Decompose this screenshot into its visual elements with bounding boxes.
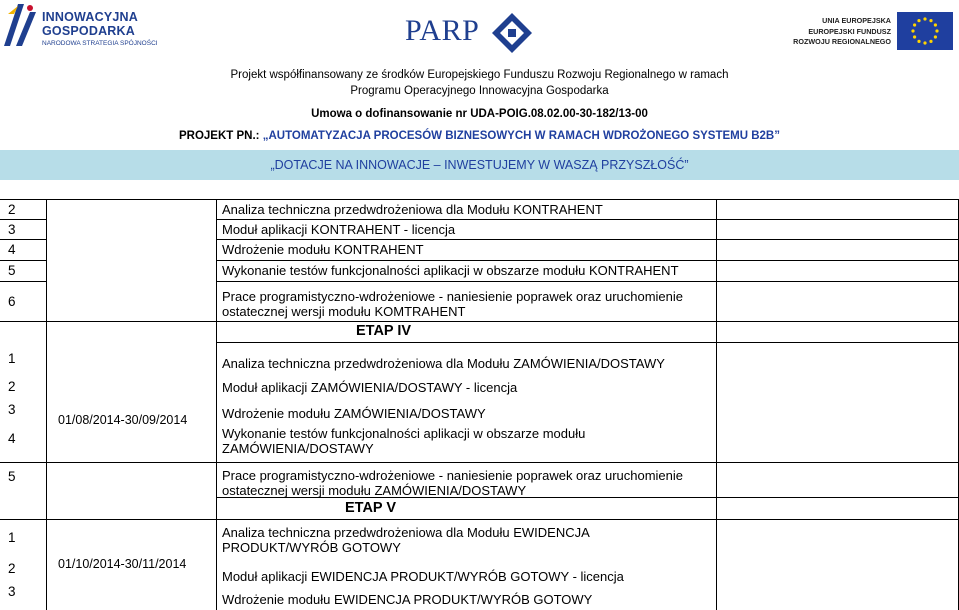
project-name: „AUTOMATYZACJA PROCESÓW BIZNESOWYCH W RAMACH WDROŻONEGO SYSTEMU B2B”: [262, 130, 780, 142]
row-line: [0, 462, 959, 463]
row-number: 3: [8, 584, 16, 599]
row-number: 5: [8, 263, 16, 278]
project-title: [0, 130, 959, 142]
task-description: Moduł aplikacji ZAMÓWIENIA/DOSTAWY - licencja: [222, 380, 518, 395]
logo-left-line3: NARODOWA STRATEGIA SPÓJNOŚCI: [42, 40, 158, 47]
row-line: [216, 281, 959, 282]
row-line: [0, 321, 959, 322]
row-number: 4: [8, 242, 16, 257]
eu-logo-line3: ROZWOJU REGIONALNEGO: [793, 37, 891, 46]
header-line1: Projekt współfinansowany ze środków Europejskiego Funduszu Rozwoju Regionalnego w ramach: [230, 69, 729, 81]
etap-iv-date-range: 01/08/2014-30/09/2014: [58, 413, 188, 427]
project-prefix: PROJEKT PN.:: [178, 130, 263, 142]
row-line: [216, 342, 959, 343]
row-line: [216, 219, 959, 220]
row-number: 2: [8, 379, 16, 394]
header-line2: Programu Operacyjnego Innowacyjna Gospodarka: [350, 85, 609, 97]
task-description-line1: Analiza techniczna przedwdrożeniowa dla Modułu EWIDENCJA: [222, 525, 590, 540]
row-line: [0, 260, 46, 261]
task-description: Analiza techniczna przedwdrożeniowa dla Modułu KONTRAHENT: [222, 202, 603, 217]
row-number: 1: [8, 351, 16, 366]
row-number: 2: [8, 202, 16, 217]
row-line: [0, 519, 959, 520]
task-description-line1: Wykonanie testów funkcjonalności aplikacji w obszarze modułu: [222, 426, 586, 441]
row-line: [216, 239, 959, 240]
task-description: Wdrożenie modułu ZAMÓWIENIA/DOSTAWY: [222, 406, 486, 421]
row-line: [0, 219, 46, 220]
task-description-line2: ZAMÓWIENIA/DOSTAWY: [222, 441, 374, 456]
parp-logo-text: PARP: [405, 14, 480, 47]
logo-left-line1: INNOWACYJNA: [42, 10, 138, 24]
row-number: 4: [8, 431, 16, 446]
eu-logo: [795, 10, 955, 50]
task-description-line2: ostatecznej wersji modułu KOMTRAHENT: [222, 304, 466, 319]
parp-diamond-icon: [491, 12, 533, 54]
col-divider-1: [46, 199, 47, 610]
etap-v-heading: ETAP V: [345, 500, 397, 516]
task-description: Moduł aplikacji KONTRAHENT - licencja: [222, 222, 456, 237]
row-number: 6: [8, 294, 16, 309]
row-number: 3: [8, 222, 16, 237]
row-line: [0, 281, 46, 282]
ig-logo-mark-icon: [4, 4, 36, 46]
row-number: 5: [8, 469, 16, 484]
task-description-line1: Prace programistyczno-wdrożeniowe - naniesienie poprawek oraz uruchomienie: [222, 289, 684, 304]
logo-left-line2: GOSPODARKA: [42, 24, 135, 38]
row-line: [216, 260, 959, 261]
etap-v-date-range: 01/10/2014-30/11/2014: [58, 557, 187, 571]
eu-flag-icon: [897, 12, 953, 50]
task-description-line2: PRODUKT/WYRÓB GOTOWY: [222, 540, 401, 555]
row-line: [0, 199, 959, 200]
task-description: Analiza techniczna przedwdrożeniowa dla Modułu ZAMÓWIENIA/DOSTAWY: [222, 356, 665, 371]
innowacyjna-gospodarka-logo: [4, 4, 158, 48]
task-description: Wdrożenie modułu KONTRAHENT: [222, 242, 424, 257]
row-number: 1: [8, 530, 16, 545]
task-description: Wdrożenie modułu EWIDENCJA PRODUKT/WYRÓB GOTOWY: [222, 592, 593, 607]
schedule-table: [0, 199, 959, 610]
eu-logo-line1: UNIA EUROPEJSKA: [822, 16, 891, 25]
row-line: [0, 239, 46, 240]
task-description: Wykonanie testów funkcjonalności aplikacji w obszarze modułu KONTRAHENT: [222, 263, 679, 278]
etap-iv-heading: ETAP IV: [356, 323, 412, 339]
contract-number: Umowa o dofinansowanie nr UDA-POIG.08.02.00-30-182/13-00: [311, 108, 648, 120]
task-description: Moduł aplikacji EWIDENCJA PRODUKT/WYRÓB GOTOWY - licencja: [222, 569, 624, 584]
row-number: 2: [8, 561, 16, 576]
parp-logo: [405, 8, 535, 54]
task-description-line2: ostatecznej wersji modułu ZAMÓWIENIA/DOSTAWY: [222, 483, 527, 498]
row-number: 3: [8, 402, 16, 417]
slogan-banner: „DOTACJE NA INNOWACJE – INWESTUJEMY W WASZĄ PRZYSZŁOŚĆ”: [0, 150, 959, 180]
eu-logo-line2: EUROPEJSKI FUNDUSZ: [808, 27, 891, 36]
task-description-line1: Prace programistyczno-wdrożeniowe - naniesienie poprawek oraz uruchomienie: [222, 468, 684, 483]
